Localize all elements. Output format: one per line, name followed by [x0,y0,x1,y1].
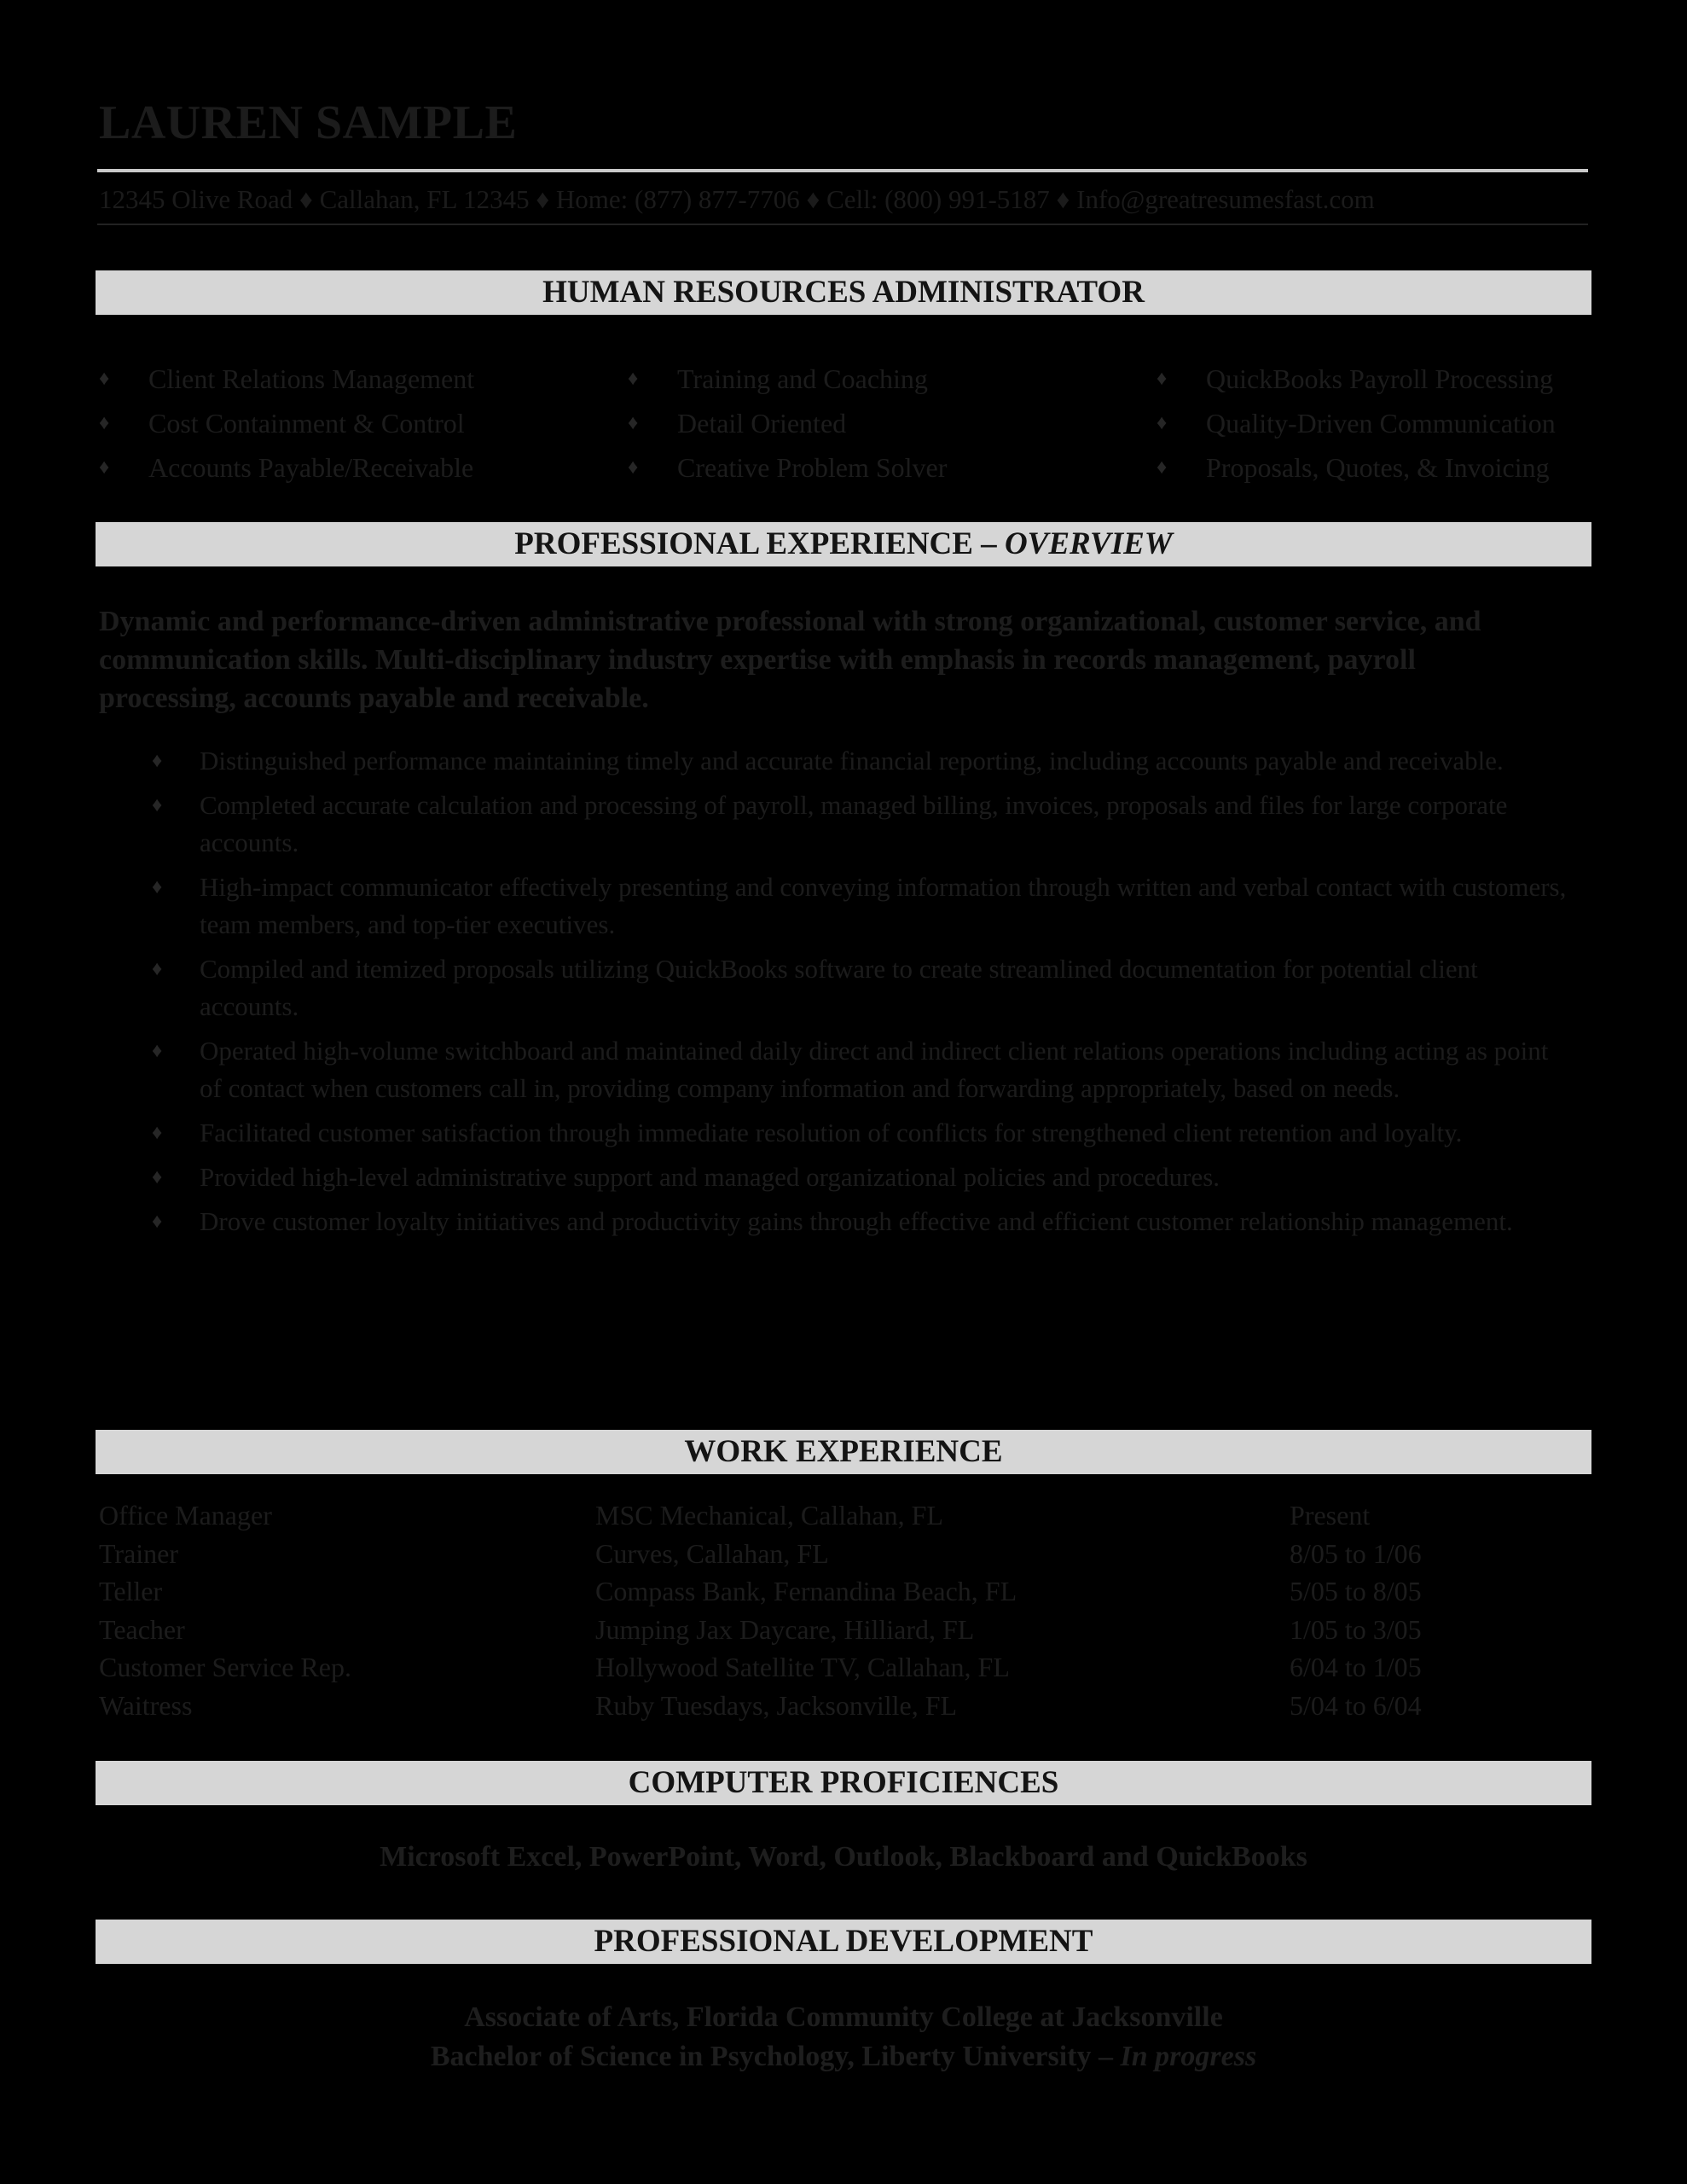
job-title: Trainer [99,1537,179,1569]
achievements-list [152,742,1568,1247]
skills-column-3 [1157,357,1556,490]
skill-item: ♦ Quality-Driven Communication [1157,401,1556,445]
diamond-bullet-icon: ♦ [628,456,639,479]
job-title: Customer Service Rep. [99,1652,351,1683]
professional-development-band [96,1920,1591,1964]
job-company: Ruby Tuesdays, Jacksonville, FL [595,1689,958,1721]
achievement-item: ♦ Drove customer loyalty initiatives and productivity gains through effective and efficient customer relationship management. [152,1203,1568,1240]
computer-proficiencies-heading: COMPUTER PROFICIENCES [628,1765,1059,1800]
diamond-bullet-icon: ♦ [628,412,639,434]
work-experience-band [96,1430,1591,1474]
overview-emphasis: OVERVIEW [1004,526,1173,561]
diamond-bullet-icon: ♦ [99,412,110,434]
skill-item: ♦ Accounts Payable/Receivable [99,445,474,490]
professional-summary: Dynamic and performance-driven administrative professional with strong organizational, customer service, and communication skills. Multi-disciplinary industry expertise with emphasis in records management, payroll processing, accounts payable and receivable. [99,606,1481,714]
job-company: Jumping Jax Daycare, Hilliard, FL [595,1613,975,1645]
achievement-item: ♦ Operated high-volume switchboard and maintained daily direct and indirect client relations operations including acting as point of contact when customers call in, providing company information and forwarding appropriately, based on needs. [152,1032,1568,1107]
education-line-2: Bachelor of Science in Psychology, Liberty University – In progress [430,2041,1257,2072]
diamond-bullet-icon: ♦ [152,958,163,980]
job-dates: 8/05 to 1/06 [1290,1537,1422,1569]
diamond-bullet-icon: ♦ [152,1040,163,1062]
work-experience-heading: WORK EXPERIENCE [684,1434,1003,1469]
job-title: Office Manager [99,1500,272,1531]
job-dates: Present [1290,1500,1371,1531]
job-company: Compass Bank, Fernandina Beach, FL [595,1576,1017,1607]
in-progress-emphasis: In progress [1120,2041,1257,2072]
diamond-bullet-icon: ♦ [1157,368,1168,390]
job-row [99,1687,1583,1725]
skills-column-2 [628,357,947,490]
section-title: HUMAN RESOURCES ADMINISTRATOR [542,275,1145,310]
job-row [99,1648,1583,1687]
achievement-item: ♦ Completed accurate calculation and processing of payroll, managed billing, invoices, proposals and files for large corporate accounts. [152,787,1568,862]
skill-item: ♦ Cost Containment & Control [99,401,474,445]
job-title: Waitress [99,1689,193,1721]
job-dates: 6/04 to 1/05 [1290,1652,1422,1683]
diamond-bullet-icon: ♦ [152,1166,163,1188]
achievement-item: ♦ Distinguished performance maintaining timely and accurate financial reporting, including accounts payable and receivable. [152,742,1568,780]
job-row [99,1535,1583,1573]
skill-item: ♦ Client Relations Management [99,357,474,401]
candidate-name: LAUREN SAMPLE [99,96,518,149]
job-dates: 5/05 to 8/05 [1290,1576,1422,1607]
achievement-item: ♦ Compiled and itemized proposals utilizing QuickBooks software to create streamlined documentation for potential client accounts. [152,950,1568,1025]
achievement-item: ♦ Facilitated customer satisfaction through immediate resolution of conflicts for strengthened client retention and loyalty. [152,1114,1568,1152]
job-company: MSC Mechanical, Callahan, FL [595,1500,943,1531]
achievement-item: ♦ High-impact communicator effectively presenting and conveying information through written and verbal contact with customers, team members, and top-tier executives. [152,868,1568,944]
job-company: Hollywood Satellite TV, Callahan, FL [595,1652,1010,1683]
job-row [99,1572,1583,1611]
job-company: Curves, Callahan, FL [595,1537,829,1569]
job-row [99,1496,1583,1535]
computer-skills-line: Microsoft Excel, PowerPoint, Word, Outlook, Blackboard and QuickBooks [380,1841,1307,1873]
professional-development-heading: PROFESSIONAL DEVELOPMENT [594,1924,1093,1959]
skills-column-1 [99,357,474,490]
header-rule [97,169,1588,172]
diamond-bullet-icon: ♦ [152,794,163,816]
work-history-table [99,1496,1583,1725]
job-dates: 5/04 to 6/04 [1290,1689,1422,1721]
contact-line: 12345 Olive Road ♦ Callahan, FL 12345 ♦ Home: (877) 877-7706 ♦ Cell: (800) 991-5187 ♦ Info@greatresumesfast.com [99,184,1375,214]
skill-item: ♦ Detail Oriented [628,401,947,445]
job-title: Teacher [99,1613,185,1645]
diamond-bullet-icon: ♦ [152,750,163,772]
skill-item: ♦ Training and Coaching [628,357,947,401]
experience-overview-heading: PROFESSIONAL EXPERIENCE – [514,526,1005,561]
education-line-1: Associate of Arts, Florida Community College at Jacksonville [464,2001,1223,2033]
skill-item: ♦ Creative Problem Solver [628,445,947,490]
achievement-item: ♦ Provided high-level administrative support and managed organizational policies and procedures. [152,1159,1568,1196]
diamond-bullet-icon: ♦ [1157,456,1168,479]
job-row [99,1611,1583,1649]
diamond-bullet-icon: ♦ [152,876,163,898]
diamond-bullet-icon: ♦ [99,368,110,390]
job-dates: 1/05 to 3/05 [1290,1613,1422,1645]
contact-rule [97,224,1588,225]
section-title-band [96,270,1591,315]
diamond-bullet-icon: ♦ [152,1122,163,1144]
job-title: Teller [99,1576,163,1607]
diamond-bullet-icon: ♦ [99,456,110,479]
experience-overview-band [96,522,1591,566]
diamond-bullet-icon: ♦ [152,1211,163,1233]
skill-item: ♦ QuickBooks Payroll Processing [1157,357,1556,401]
diamond-bullet-icon: ♦ [628,368,639,390]
skill-item: ♦ Proposals, Quotes, & Invoicing [1157,445,1556,490]
computer-proficiencies-band [96,1761,1591,1805]
diamond-bullet-icon: ♦ [1157,412,1168,434]
